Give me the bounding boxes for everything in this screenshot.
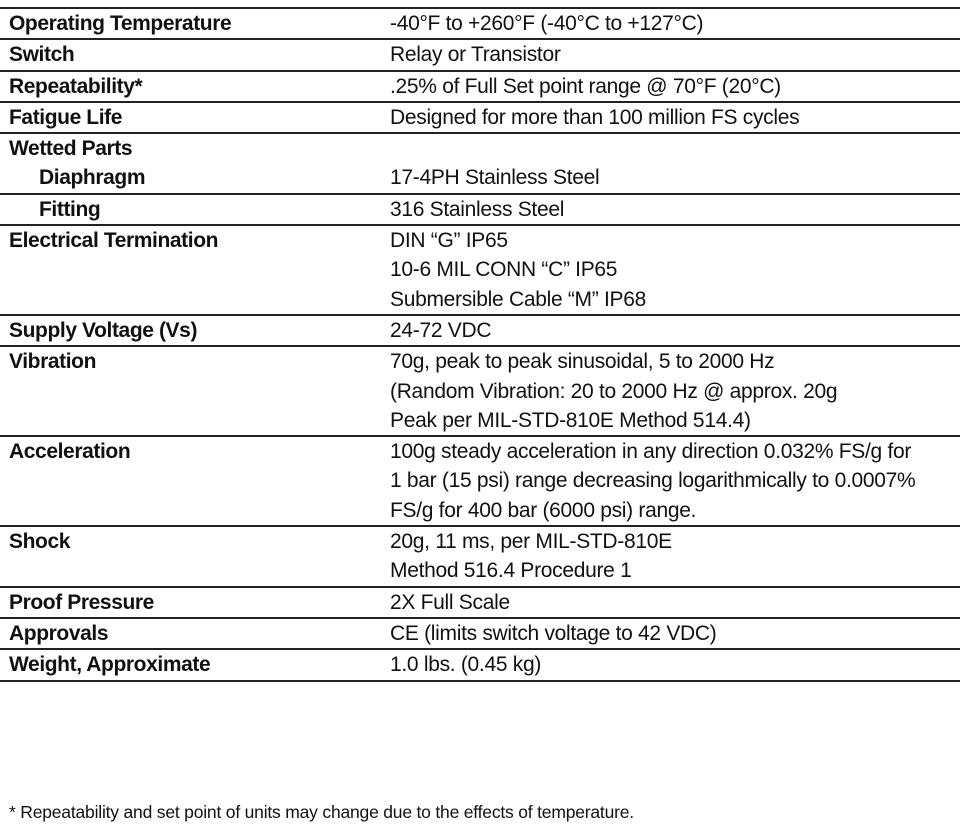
spec-row-proof-pressure <box>0 587 960 618</box>
spec-row-supply-voltage <box>0 315 960 346</box>
spec-row-switch <box>0 39 960 70</box>
spec-row-repeatability <box>0 71 960 102</box>
spec-row-operating-temperature <box>0 8 960 39</box>
spec-row-electrical-termination <box>0 225 960 315</box>
spec-value <box>378 39 960 70</box>
spec-value-line: 24-72 VDC <box>390 318 492 342</box>
spec-label: Electrical Termination <box>9 229 219 253</box>
spec-value-line: Designed for more than 100 million FS cycles <box>390 105 800 129</box>
spec-value-line: Submersible Cable “M” IP68 <box>390 287 646 311</box>
spec-value <box>378 526 960 587</box>
spec-value-line: 316 Stainless Steel <box>390 197 565 221</box>
spec-label: Approvals <box>9 621 109 645</box>
spec-value <box>378 71 960 102</box>
spec-value-line: 1 bar (15 psi) range decreasing logarithmically to 0.0007% <box>390 469 916 493</box>
spec-row-approvals <box>0 618 960 649</box>
spec-value-line: Relay or Transistor <box>390 43 561 67</box>
spec-value-line: 17-4PH Stainless Steel <box>390 166 600 190</box>
spec-label: Repeatability* <box>9 74 143 98</box>
spec-value <box>378 163 960 193</box>
spec-value <box>378 133 960 163</box>
spec-row-vibration <box>0 346 960 436</box>
spec-row-weight <box>0 649 960 680</box>
spec-value-line: -40°F to +260°F (-40°C to +127°C) <box>390 12 704 35</box>
spec-value <box>378 618 960 649</box>
footnote: * Repeatability and set point of units may change due to the effects of temperature. <box>9 802 634 822</box>
spec-label: Wetted Parts <box>9 137 133 161</box>
spec-label: Switch <box>9 43 75 67</box>
spec-value-line: 1.0 lbs. (0.45 kg) <box>390 653 542 677</box>
spec-value <box>378 315 960 346</box>
spec-value <box>378 8 960 39</box>
spec-row-fatigue-life <box>0 102 960 133</box>
spec-value <box>378 194 960 225</box>
spec-value-line: Method 516.4 Procedure 1 <box>390 559 632 583</box>
spec-value-line: 100g steady acceleration in any direction 0.032% FS/g for <box>390 440 912 464</box>
spec-label: Vibration <box>9 350 97 374</box>
spec-row-wetted-parts <box>0 133 960 163</box>
spec-value-line: Peak per MIL-STD-810E Method 514.4) <box>390 408 751 432</box>
spec-label: Operating Temperature <box>9 12 232 35</box>
spec-label: Proof Pressure <box>9 590 154 614</box>
spec-value-line: FS/g for 400 bar (6000 psi) range. <box>390 498 697 522</box>
spec-value-line: 70g, peak to peak sinusoidal, 5 to 2000 Hz <box>390 350 775 374</box>
spec-value-line: 20g, 11 ms, per MIL-STD-810E <box>390 530 672 554</box>
spec-value-line: .25% of Full Set point range @ 70°F (20°C) <box>390 74 781 98</box>
spec-value-line <box>390 134 956 163</box>
spec-label: Acceleration <box>9 440 131 464</box>
spec-value-line: DIN “G” IP65 <box>390 229 508 253</box>
spec-value <box>378 436 960 526</box>
spec-value <box>378 649 960 680</box>
spec-table <box>0 7 960 682</box>
spec-value <box>378 346 960 436</box>
spec-label: Shock <box>9 530 71 554</box>
spec-value <box>378 587 960 618</box>
spec-row-acceleration <box>0 436 960 526</box>
spec-row-fitting <box>0 194 960 225</box>
spec-value <box>378 102 960 133</box>
spec-value-line: (Random Vibration: 20 to 2000 Hz @ approx. 20g <box>390 379 838 403</box>
spec-value <box>378 225 960 315</box>
spec-label: Supply Voltage (Vs) <box>9 318 198 342</box>
spec-value-line: 2X Full Scale <box>390 590 510 614</box>
spec-value-line: 10-6 MIL CONN “C” IP65 <box>390 258 618 282</box>
spec-sublabel: Fitting <box>39 197 101 221</box>
spec-sublabel: Diaphragm <box>39 166 146 190</box>
spec-row-diaphragm <box>0 163 960 193</box>
spec-label: Weight, Approximate <box>9 653 211 677</box>
spec-value-line: CE (limits switch voltage to 42 VDC) <box>390 621 717 645</box>
spec-row-shock <box>0 526 960 587</box>
spec-label: Fatigue Life <box>9 105 123 129</box>
